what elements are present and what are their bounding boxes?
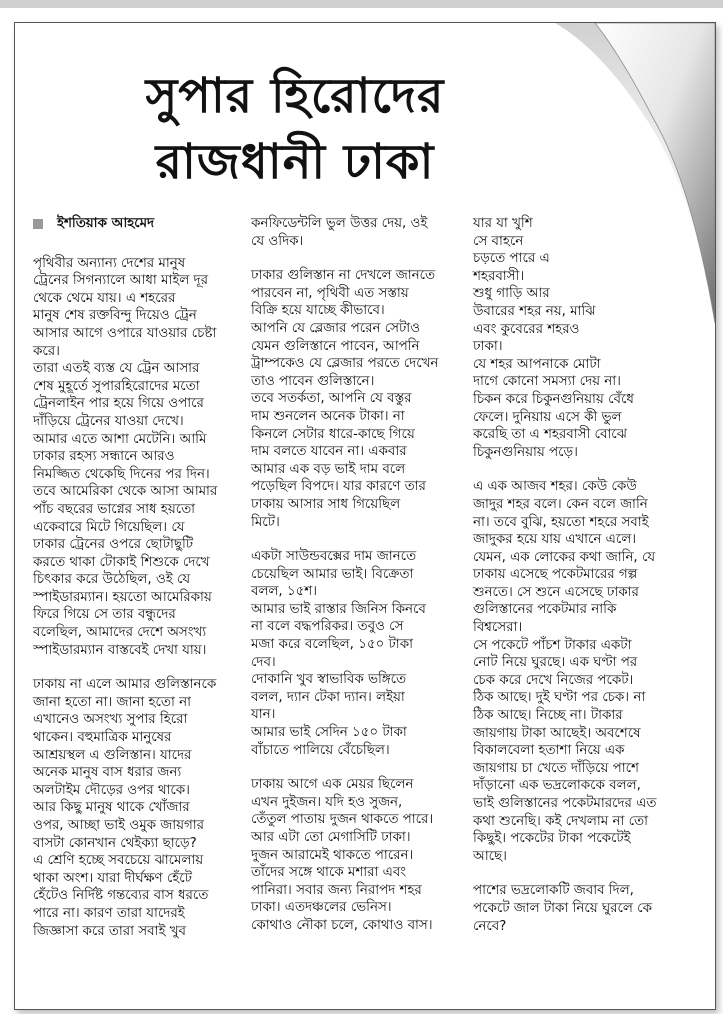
article-column-2 [251,215,453,952]
article-column-1 [33,215,231,957]
byline-author: ইশতিয়াক আহমেদ [57,216,155,231]
paragraph: এ এক আজব শহর। কেউ কেউ জাদুর শহর বলে। কেন বলে জানি না। তবে বুঝি, হয়তো শহরে সবাই জাদুকর হয়ে যায় এখানে এলে। যেমন, এক লোকের কথা জানি, যে ঢাকায় এসেছে পকেটমারের গল্প শুনতে। সে শুনে এসেছে ঢাকার গুলিস্তানের পকেটমার নাকি বিশ্বসেরা। সে পকেটে পাঁচশ টাকার একটা নোট নিয়ে ঘুরছে। এক ঘণ্টা পর চেক করে দেখে নিজের পকেট। ঠিক আছে। দুই ঘণ্টা পর চেক। না ঠিক আছে। নিচ্ছে না। টাকার জায়গায় টাকা আছেই। অবশেষে বিকালবেলা হতাশা নিয়ে এক জায়গায় চা খেতে দাঁড়িয়ে পাশে দাঁড়ানো এক ভদ্রলোককে বলল, ভাই গুলিস্তানের পকেটমারদের এত কথা শুনেছি। কই দেখলাম না তো কিছুই। পকেটের টাকা পকেটেই আছে। [473,479,657,864]
paragraph: পৃথিবীর অন্যান্য দেশের মানুষ ট্রেনের সিগন্যালে আধা মাইল দূর থেকে থেমে যায়। এ শহরের মানুষ শেষ রক্তবিন্দু দিয়েও ট্রেন আসার আগে ওপারে যাওয়ার চেষ্টা করে। তারা এতই ব্যস্ত যে ট্রেন আসার শেষ মুহূর্তে সুপারহিরোদের মতো ট্রেনলাইন পার হয়ে গিয়ে ওপারে দাঁড়িয়ে ট্রেনের যাওয়া দেখে। আমার এতে আশা মেটেনি। আমি ঢাকার রহস্য সন্ধানে আরও নিমজ্জিত থেকেছি দিনের পর দিন। তবে আমেরিকা থেকে আসা আমার পাঁচ বছরের ভাগ্নের সাধ হয়তো একেবারে মিটে গিয়েছিল। যে ঢাকার ট্রেনের ওপরে ছোটাছুটি করতে থাকা টোকাই শিশুকে দেখে চিৎকার করে উঠেছিল, ওই যে স্পাইডারম্যান। হয়তো আমেরিকায় ফিরে গিয়ে সে তার বন্ধুদের বলেছিল, আমাদের দেশে অসংখ্য স্পাইডারম্যান বাস্তবেই দেখা যায়। [33,255,218,658]
top-rule [0,0,723,8]
paragraph: একটা সাউন্ডবক্সের দাম জানতে চেয়েছিল আমার ভাই। বিক্রেতা বলল, ১৫শ। আমার ভাই রাস্তার জিনিস কিনবে না বলে বদ্ধপরিকর। তবুও সে মজা করে বলেছিল, ১৫০ টাকা দেব। দোকানি খুব স্বাভাবিক ভঙ্গিতে বলল, দ্যান টেকা দ্যান। লইয়া যান। আমার ভাই সেদিন ১৫০ টাকা বাঁচাতে পালিয়ে বেঁচেছিল। [251,549,426,758]
article-page [14,22,716,1010]
article-column-3 [473,215,691,952]
paragraph: যার যা খুশি সে বাহনে চড়তে পারে এ শহরবাসী। শুধু গাড়ি আর উবারের শহর নয়, মাঝি এবং কুবেরের শহরও ঢাকা। যে শহর আপনাকে মোটা দাগে কোনো সমস্যা দেয় না। চিকন করে চিকুনগুনিয়ায় বেঁধে ফেলে। দুনিয়ায় এসে কী ভুল করেছি তা এ শহরবাসী বোঝে চিকুনগুনিয়ায় পড়ে। [473,216,634,460]
headline-line-1: সুপার হিরোদের [145,68,445,124]
paragraph: কনফিডেন্টলি ভুল উত্তর দেয়, ওই যে ওদিক। [251,216,428,249]
headline-line-2: রাজধানী ঢাকা [155,134,435,190]
paragraph: ঢাকায় আগে এক মেয়র ছিলেন এখন দুইজন। যদি হও সুজন, তেঁতুল পাতায় দুজন থাকতে পারে। আর এটা তো মেগাসিটি ঢাকা। দুজন আরামেই থাকতে পারেন। তাঁদের সঙ্গে থাকে মশারা এবং পানিরা। সবার জন্য নিরাপদ শহর ঢাকা। এতদঞ্চলের ভেনিস। কোথাও নৌকা চলে, কোথাও বাস। [251,777,434,933]
byline [33,215,231,233]
paragraph: ঢাকার গুলিস্তান না দেখলে জানতে পারবেন না, পৃথিবী এত সস্তায় বিক্রি হয়ে যাচ্ছে কীভাবে। আপনি যে ব্লেজার পরেন সেটাও যেমন গুলিস্তানে পাবেন, আপনি ট্রাম্পকেও যে ব্লেজার পরতে দেখেন তাও পাবেন গুলিস্তানে। তবে সতর্কতা, আপনি যে বস্তুর দাম শুনলেন অনেক টাকা। না কিনলে সেটার ধারে-কাছে গিয়ে দাম বলতে যাবেন না। একবার আমার এক বড় ভাই দাম বলে পড়েছিল বিপদে। যার কারণে তার ঢাকায় আসার সাধ গিয়েছিল মিটে। [251,268,439,530]
paragraph: পাশের ভদ্রলোকটি জবাব দিল, পকেটে জাল টাকা নিয়ে ঘুরলে কে নেবে? [473,883,652,934]
byline-square-icon [33,219,43,229]
paragraph: ঢাকায় না এলে আমার গুলিস্তানকে জানা হতো না। জানা হতো না এখানেও অসংখ্য সুপার হিরো থাকেন। বহুমাত্রিক মানুষের আশ্রয়স্থল এ গুলিস্তান। যাদের অনেক মানুষ বাস ধরার জন্য অলটাইম দৌড়ের ওপর থাকে। আর কিছু মানুষ থাকে খোঁজার ওপর, আচ্ছা ভাই ওমুক জায়গার বাসটা কোনখান থেইক্যা ছাড়ে? এ শ্রেণি হচ্ছে সবচেয়ে ঝামেলায় থাকা অংশ। যারা দীর্ঘক্ষণ হেঁটে হেঁটেও নির্দিষ্ট গন্তব্যের বাস ধরতে পারে না। কারণ তারা যাদেরই জিজ্ঞাসা করে তারা সবাই খুব [33,677,217,939]
headline [15,63,575,195]
